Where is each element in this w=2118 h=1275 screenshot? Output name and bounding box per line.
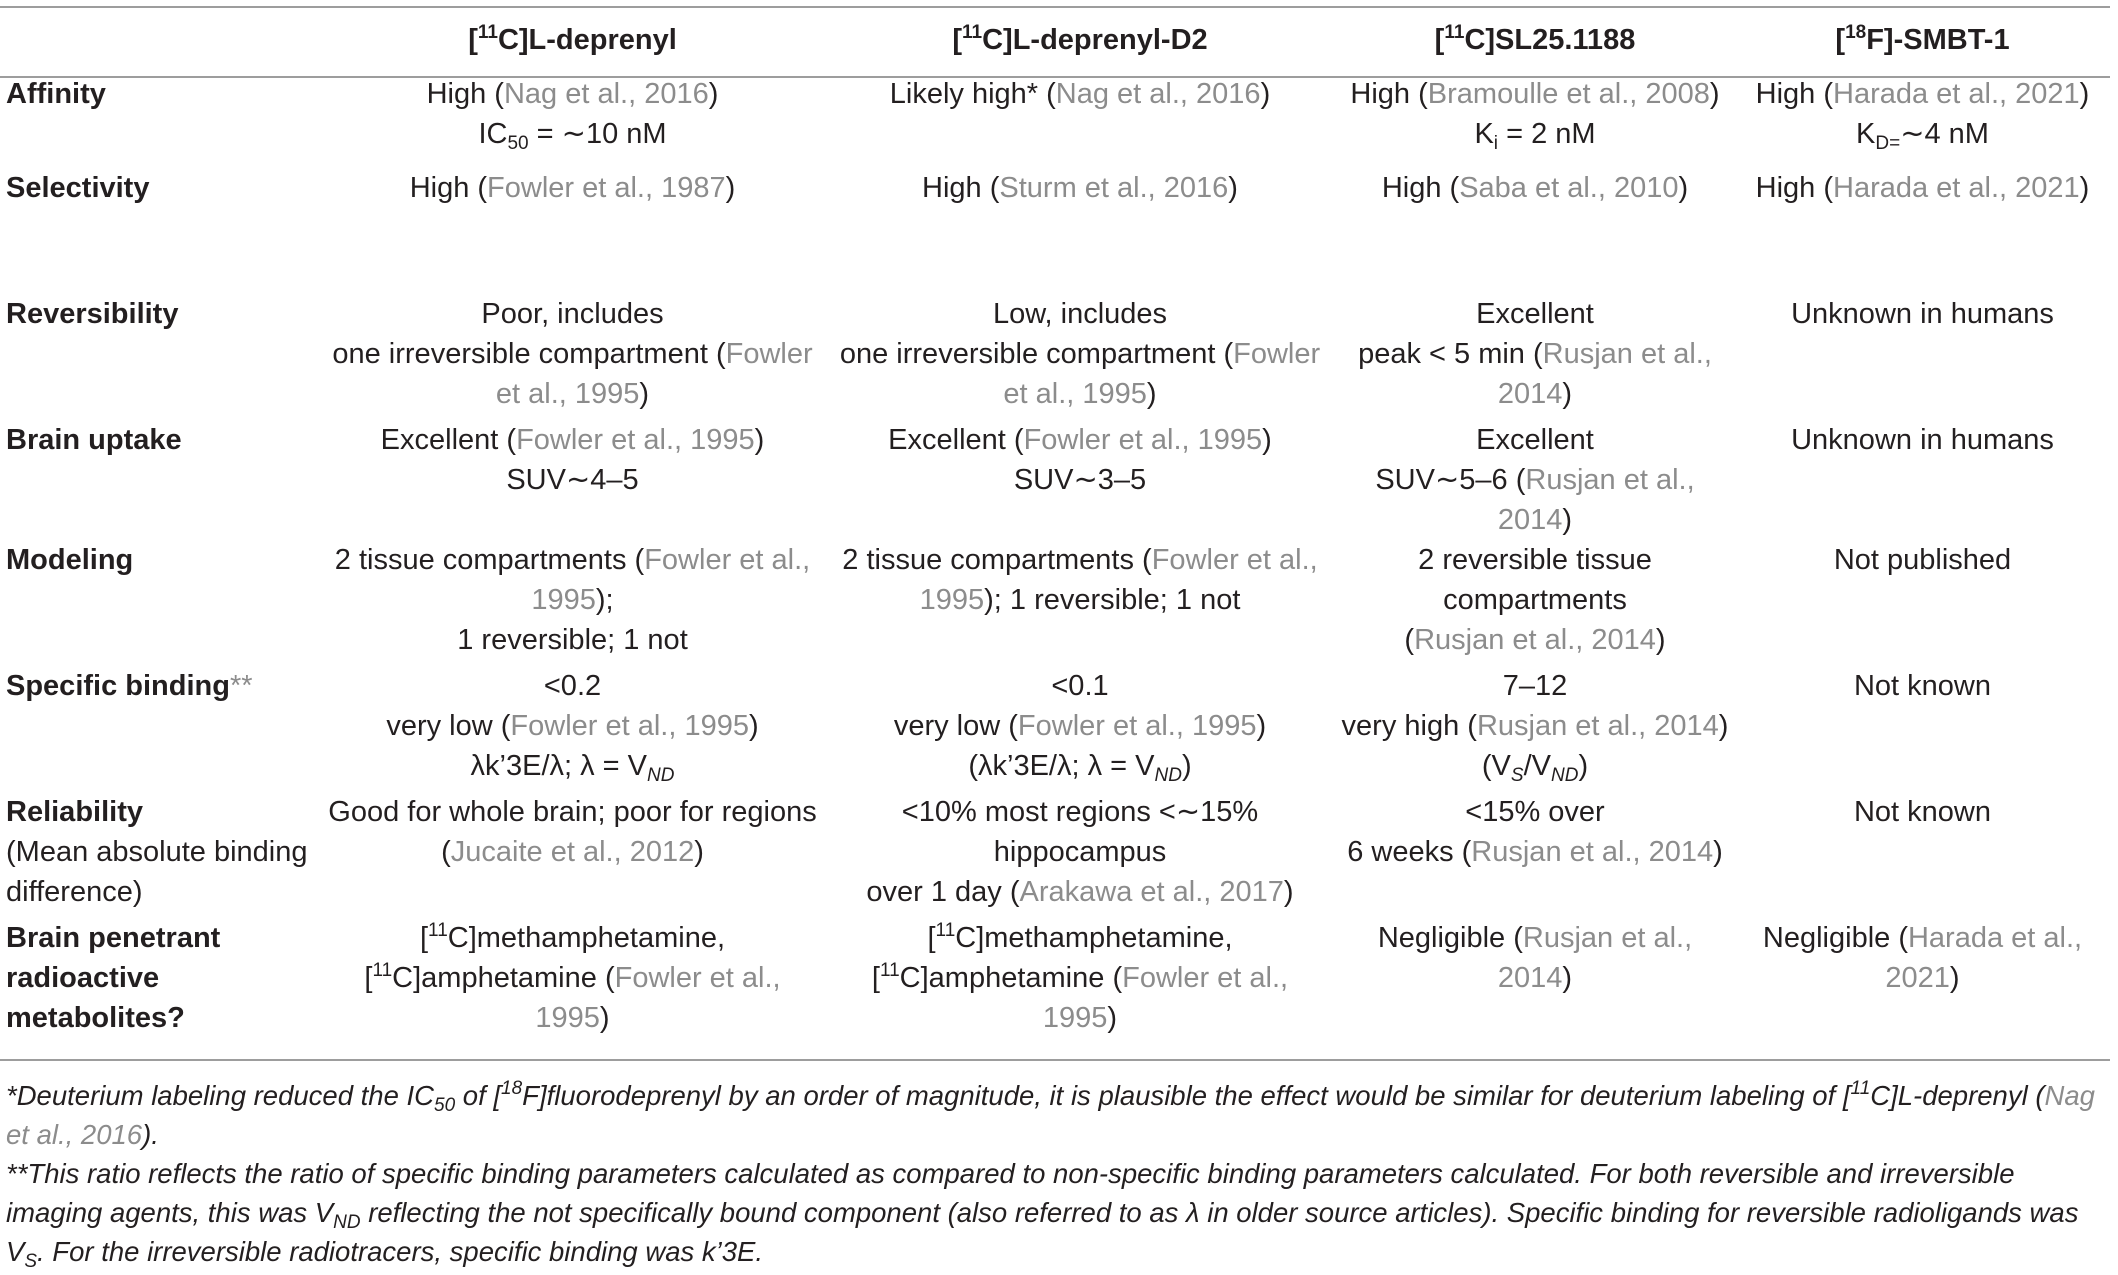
table-cell: <0.2 very low (Fowler et al., 1995) λk’3E/λ; $\lambda = V_{ND}$ (386, 670, 759, 786)
row-label: Reliability (Mean absolute binding difference) (6, 796, 308, 908)
citation-link[interactable]: Harada et al., 2021 (1833, 78, 2080, 110)
citation-link[interactable]: Fowler et al., 1995 (1017, 710, 1257, 742)
row-label: Brain penetrant radioactive metabolites? (6, 922, 221, 1034)
table-cell: 2 tissue compartments (Fowler et al., 1995); 1 reversible; 1 not (334, 544, 811, 656)
column-header: [$^{11}$C]L-deprenyl (468, 22, 677, 56)
bottom-rule (0, 1059, 2110, 1061)
table-cell: High (Harada et al., 2021) (1755, 172, 2090, 204)
citation-link[interactable]: Fowler et al., 1995 (516, 424, 755, 456)
citation-link[interactable]: Bramoulle et al., 2008 (1427, 78, 1710, 110)
citation-link[interactable]: Nag et al., 2016 (1055, 78, 1261, 110)
footnote-1: *Deuterium labeling reduced the $IC_{50}$ of [$^{18}$F]fluorodeprenyl by an order of magnitude, it is plausible the effect would be similar for deuterium labeling of [$^{11}$C]L-deprenyl (Nag et al., 2016). (6, 1078, 2095, 1150)
table-cell: [$^{11}$C]methamphetamine, [$^{11}$C]amphetamine (Fowler et al., 1995) (364, 920, 781, 1034)
table-cell: High (Fowler et al., 1987) (409, 172, 736, 204)
table-cell: Unknown in humans (1791, 298, 2054, 330)
footnotes (6, 1076, 2110, 1271)
table-row (0, 74, 2110, 168)
footnote-mark: ** (229, 670, 253, 702)
citation-link[interactable]: Rusjan et al., 2014 (1476, 710, 1719, 742)
table-cell: Unknown in humans (1791, 424, 2054, 456)
table-row (0, 294, 2110, 420)
citation-link[interactable]: Fowler et al., 1995 (531, 544, 811, 616)
table-row (0, 792, 2110, 918)
table-cell: Negligible (Harada et al., 2021) (1762, 922, 2083, 994)
citation-link[interactable]: Fowler et al., 1987 (487, 172, 726, 204)
row-label: Modeling (6, 544, 134, 576)
citation-link[interactable]: Rusjan et al., 2014 (1497, 338, 1712, 410)
citation-link[interactable]: Saba et al., 2010 (1459, 172, 1679, 204)
header-empty (0, 8, 320, 74)
table-cell: Likely high* (Nag et al., 2016) (889, 78, 1271, 110)
citation-link[interactable]: Fowler et al., 1995 (1042, 962, 1289, 1034)
citation-link[interactable]: Nag et al., 2016 (503, 78, 709, 110)
table-cell: High (Bramoulle et al., 2008) $K_i = 2$ nM (1350, 78, 1720, 154)
table-cell: <0.1 very low (Fowler et al., 1995) (λk’3E/λ; $\lambda = V_{ND}$) (893, 670, 1267, 786)
citation-link[interactable]: Rusjan et al., 2014 (1414, 624, 1656, 656)
table-cell: High (Nag et al., 2016) $IC_{50}$ = ∼10 nM (426, 78, 719, 154)
row-sublabel: (Mean absolute binding difference) (6, 836, 308, 908)
table-cell: Low, includes one irreversible compartment (Fowler et al., 1995) (839, 298, 1321, 410)
citation-link[interactable]: Fowler et al., 1995 (510, 710, 749, 742)
column-header: [$^{11}$C]SL25.1188 (1434, 22, 1636, 56)
citation-link[interactable]: Sturm et al., 2016 (999, 172, 1229, 204)
row-label: Affinity (6, 78, 106, 110)
citation-link[interactable]: Fowler et al., 1995 (1023, 424, 1263, 456)
table-cell: 7–12 very high (Rusjan et al., 2014) $(V_S/V_{ND})$ (1341, 670, 1729, 786)
citation-link[interactable]: Harada et al., 2021 (1833, 172, 2080, 204)
table-cell: Not known (1853, 796, 1991, 828)
citation-link[interactable]: Nag et al., 2016 (6, 1080, 2095, 1150)
row-label: Specific binding** (6, 670, 253, 702)
table-row (0, 168, 2110, 294)
citation-link[interactable]: Fowler et al., 1995 (919, 544, 1318, 616)
row-label: Selectivity (6, 172, 150, 204)
header-row (0, 8, 2110, 74)
citation-link[interactable]: Rusjan et al., 2014 (1471, 836, 1714, 868)
table-cell: Excellent SUV∼5–6 (Rusjan et al., 2014) (1375, 424, 1695, 536)
citation-link[interactable]: Arakawa et al., 2017 (1019, 876, 1284, 908)
table-cell: Negligible (Rusjan et al., 2014) (1377, 922, 1693, 994)
citation-link[interactable]: Fowler et al., 1995 (535, 962, 781, 1034)
table-cell: <10% most regions <∼15% hippocampus over 1 day (Arakawa et al., 2017) (866, 796, 1294, 908)
table-cell: Poor, includes one irreversible compartment (Fowler et al., 1995) (332, 298, 813, 410)
table-cell: Not published (1833, 544, 2012, 576)
table-cell: Not known (1853, 670, 1991, 702)
table-row (0, 420, 2110, 540)
footnote-2: **This ratio reflects the ratio of specific binding parameters calculated as compared to non-specific binding parameters calculated. For both reversible and irreversible imaging agents, this was $V_{ND}$ reflecting the not specifically bound component (also referred to as λ in older source articles). Specific binding for reversible radioligands was $V_S$. For the irreversible radiotracers, specific binding was k’3E. (6, 1158, 2079, 1272)
comparison-table (0, 8, 2110, 1043)
table-cell: [$^{11}$C]methamphetamine, [$^{11}$C]amphetamine (Fowler et al., 1995) (871, 920, 1289, 1034)
row-label: Brain uptake (6, 424, 182, 456)
citation-link[interactable]: Fowler et al., 1995 (1003, 338, 1321, 410)
column-header: [$^{11}$C]L-deprenyl-D2 (952, 22, 1208, 56)
table-cell: 2 tissue compartments (Fowler et al., 1995); 1 reversible; 1 not (842, 544, 1318, 616)
table-cell: <15% over 6 weeks (Rusjan et al., 2014) (1347, 796, 1723, 868)
citation-link[interactable]: Harada et al., 2021 (1885, 922, 2083, 994)
table-row (0, 918, 2110, 1043)
column-header: [$^{18}$F]-SMBT-1 (1835, 22, 2010, 56)
table-cell: High (Saba et al., 2010) (1381, 172, 1689, 204)
table-cell: High (Harada et al., 2021) $K_{D=}\sim 4$ nM (1755, 78, 2090, 154)
table-cell: High (Sturm et al., 2016) (922, 172, 1238, 204)
table-cell: Excellent peak < 5 min (Rusjan et al., 2014) (1358, 298, 1712, 410)
citation-link[interactable]: Jucaite et al., 2012 (450, 836, 695, 868)
table-cell: Good for whole brain; poor for regions (Jucaite et al., 2012) (328, 796, 817, 868)
table-cell: Excellent (Fowler et al., 1995) SUV∼3–5 (888, 424, 1272, 496)
table-cell: Excellent (Fowler et al., 1995) SUV∼4–5 (380, 424, 765, 496)
citation-link[interactable]: Rusjan et al., 2014 (1497, 464, 1695, 536)
citation-link[interactable]: Rusjan et al., 2014 (1497, 922, 1693, 994)
table-row (0, 540, 2110, 666)
table-cell: 2 reversible tissue compartments (Rusjan et al., 2014) (1404, 544, 1666, 656)
row-label: Reversibility (6, 298, 179, 330)
citation-link[interactable]: Fowler et al., 1995 (495, 338, 813, 410)
table-row (0, 666, 2110, 792)
